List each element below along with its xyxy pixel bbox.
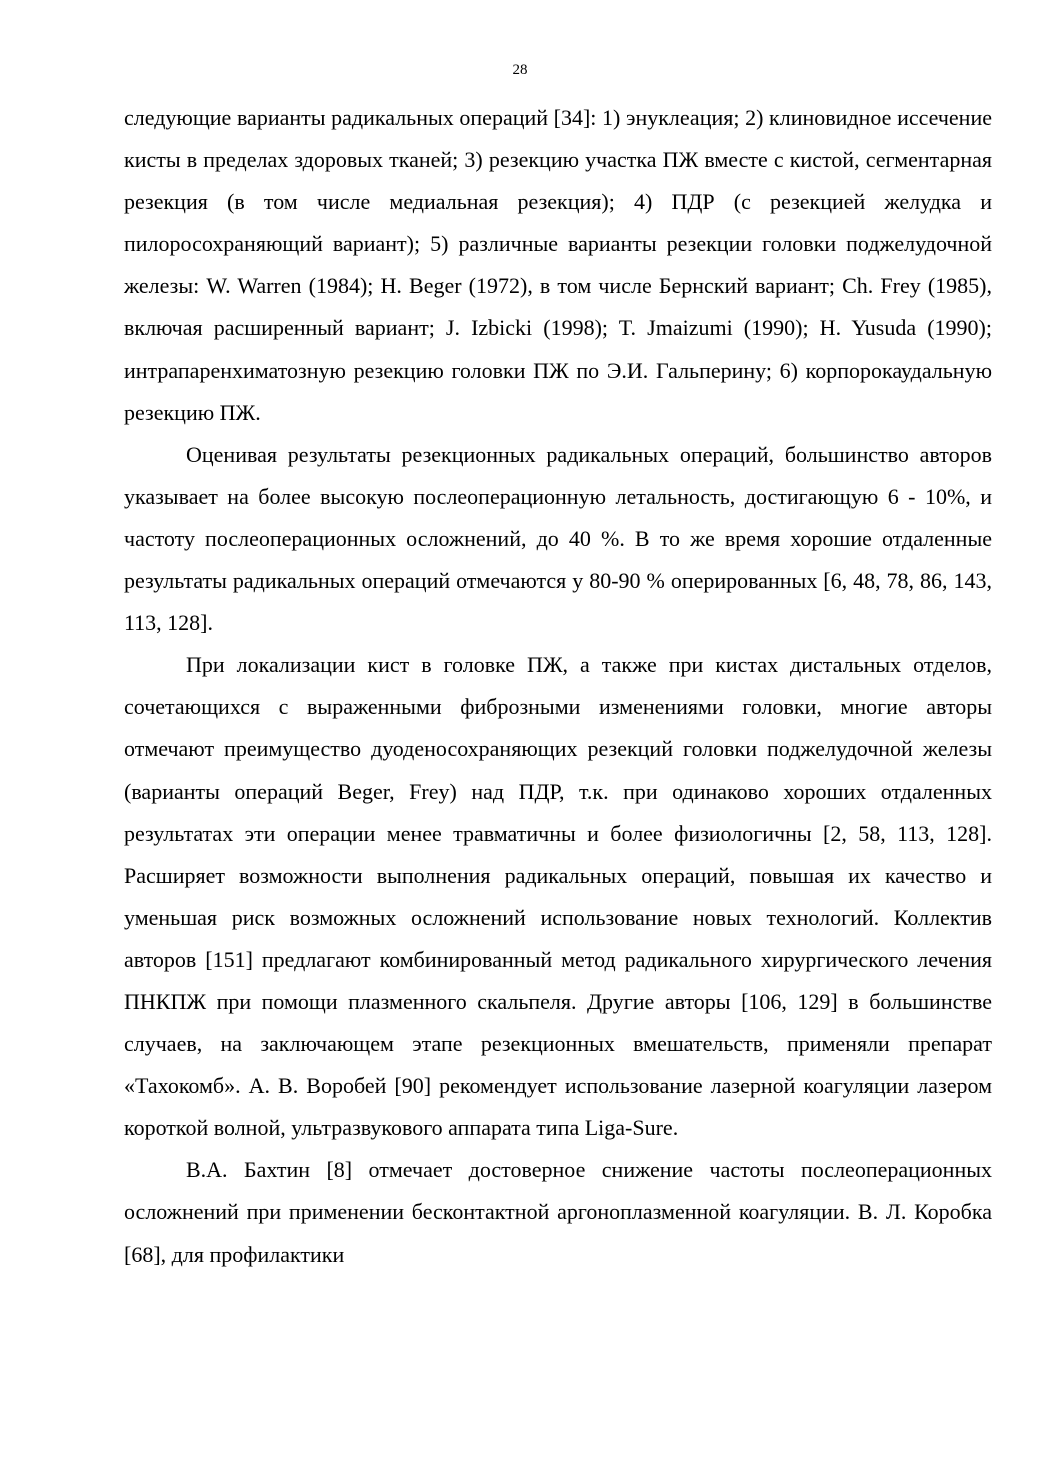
paragraph-3: При локализации кист в головке ПЖ, а также при кистах дистальных отделов, сочетающихся с выраженными фиброзными изменениями головки, многие авторы отмечают преимущество дуоденосохраняющих резекций головки поджелудочной железы (варианты операций Beger, Frey) над ПДР, т.к. при одинаково хороших отдаленных результатах эти операции менее травматичны и более физиологичны [2, 58, 113, 128]. Расширяет возможности выполнения радикальных операций, повышая их качество и уменьшая риск возможных осложнений использование новых технологий. Коллектив авторов [151] предлагают комбинированный метод радикального хирургического лечения ПНКПЖ при помощи плазменного скальпеля. Другие авторы [106, 129] в большинстве случаев, на заключающем этапе резекционных вмешательств, применяли препарат «Тахокомб». А. В. Воробей [90] рекомендует использование лазерной коагуляции лазером короткой волной, ультразвукового аппарата типа Liga-Sure. [124,652,992,1141]
page-number: 28 [512,62,528,78]
paragraph-4: В.А. Бахтин [8] отмечает достоверное снижение частоты послеоперационных осложнений при применении бесконтактной аргоноплазменной коагуляции. В. Л. Коробка [68], для профилактики [124,1157,992,1267]
paragraph-2: Оценивая результаты резекционных радикальных операций, большинство авторов указывает на более высокую послеоперационную летальность, достигающую 6 - 10%, и частоту послеоперационных осложнений, до 40 %. В то же время хорошие отдаленные результаты радикальных операций отмечаются у 80-90 % оперированных [6, 48, 78, 86, 143, 113, 128]. [124,441,992,636]
paragraph-1: следующие варианты радикальных операций [34]: 1) энуклеация; 2) клиновидное иссечение кисты в пределах здоровых тканей; 3) резекцию участка ПЖ вместе с кистой, сегментарная резекция (в том числе медиальная резекция); 4) ПДР (с резекцией желудка и пилоросохраняющий вариант); 5) различные варианты резекции головки поджелудочной железы: W. Warren (1984); H. Beger (1972), в том числе Бернский вариант; Ch. Frey (1985), включая расширенный вариант; J. Izbicki (1998); T. Jmaizumi (1990); H. Yusuda (1990); интрапаренхиматозную резекцию головки ПЖ по Э.И. Гальперину; 6) корпорокаудальную резекцию ПЖ. [124,105,992,425]
document-body [124,97,992,1276]
